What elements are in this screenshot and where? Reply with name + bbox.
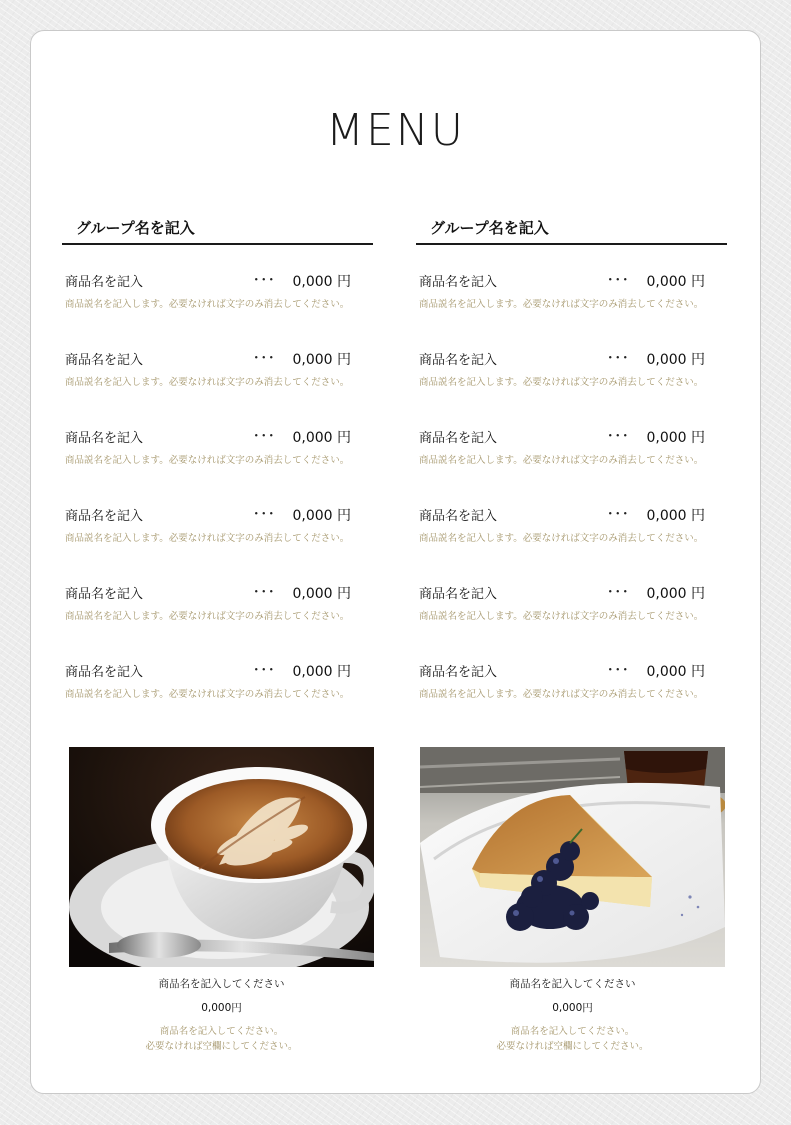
item-leader-dots: ･･･ <box>253 351 276 366</box>
item-name: 商品名を記入 <box>65 431 144 446</box>
item-leader-dots: ･･･ <box>607 429 630 444</box>
item-leader-dots: ･･･ <box>607 585 630 600</box>
item-leader-dots: ･･･ <box>607 663 630 678</box>
menu-item <box>62 269 373 347</box>
item-price: 0,000 円 <box>646 430 705 446</box>
featured-item-name: 商品名を記入してください <box>509 978 636 990</box>
item-name: 商品名を記入 <box>65 353 144 368</box>
item-price: 0,000 円 <box>646 274 705 290</box>
item-price: 0,000 円 <box>292 586 351 602</box>
item-name: 商品名を記入 <box>419 431 498 446</box>
description-line: 必要なければ空欄にしてください。 <box>496 1041 649 1052</box>
item-price: 0,000 円 <box>292 664 351 680</box>
page-title: MENU <box>326 105 465 156</box>
item-description: 商品説名を記入します。必要なければ文字のみ消去してください。 <box>419 299 704 310</box>
item-name: 商品名を記入 <box>419 587 498 602</box>
menu-group-left <box>62 211 373 737</box>
group-heading: グループ名を記入 <box>416 211 727 245</box>
featured-item-description <box>69 1024 374 1054</box>
item-leader-dots: ･･･ <box>253 429 276 444</box>
description-line: 商品名を記入してください。 <box>159 1026 284 1037</box>
item-leader-dots: ･･･ <box>253 507 276 522</box>
featured-item-price: 0,000円 <box>201 1002 242 1014</box>
menu-group-right <box>416 211 727 737</box>
cheesecake-photo <box>420 747 725 967</box>
item-leader-dots: ･･･ <box>607 507 630 522</box>
item-name: 商品名を記入 <box>419 353 498 368</box>
item-price: 0,000 円 <box>292 430 351 446</box>
item-description: 商品説名を記入します。必要なければ文字のみ消去してください。 <box>419 455 704 466</box>
item-price: 0,000 円 <box>292 352 351 368</box>
featured-item-right <box>420 747 725 1054</box>
item-price: 0,000 円 <box>646 664 705 680</box>
item-description: 商品説名を記入します。必要なければ文字のみ消去してください。 <box>65 377 350 388</box>
menu-item <box>62 581 373 659</box>
item-description: 商品説名を記入します。必要なければ文字のみ消去してください。 <box>65 299 350 310</box>
featured-item-left <box>69 747 374 1054</box>
menu-item <box>416 347 727 425</box>
item-description: 商品説名を記入します。必要なければ文字のみ消去してください。 <box>65 455 350 466</box>
menu-item <box>416 581 727 659</box>
item-leader-dots: ･･･ <box>253 585 276 600</box>
featured-item-description <box>420 1024 725 1054</box>
item-price: 0,000 円 <box>646 352 705 368</box>
description-line: 商品名を記入してください。 <box>510 1026 635 1037</box>
item-description: 商品説名を記入します。必要なければ文字のみ消去してください。 <box>65 611 350 622</box>
item-leader-dots: ･･･ <box>607 351 630 366</box>
menu-item <box>62 347 373 425</box>
item-price: 0,000 円 <box>292 274 351 290</box>
menu-item <box>416 425 727 503</box>
group-heading: グループ名を記入 <box>62 211 373 245</box>
item-name: 商品名を記入 <box>65 587 144 602</box>
item-name: 商品名を記入 <box>65 275 144 290</box>
item-leader-dots: ･･･ <box>607 273 630 288</box>
menu-item <box>416 503 727 581</box>
featured-item-price: 0,000円 <box>552 1002 593 1014</box>
item-name: 商品名を記入 <box>419 665 498 680</box>
item-leader-dots: ･･･ <box>253 273 276 288</box>
item-description: 商品説名を記入します。必要なければ文字のみ消去してください。 <box>419 377 704 388</box>
item-name: 商品名を記入 <box>419 509 498 524</box>
item-price: 0,000 円 <box>292 508 351 524</box>
latte-photo <box>69 747 374 967</box>
description-line: 必要なければ空欄にしてください。 <box>145 1041 298 1052</box>
menu-item <box>62 659 373 737</box>
item-description: 商品説名を記入します。必要なければ文字のみ消去してください。 <box>65 689 350 700</box>
menu-sheet <box>30 30 761 1094</box>
menu-item <box>62 425 373 503</box>
item-description: 商品説名を記入します。必要なければ文字のみ消去してください。 <box>419 611 704 622</box>
item-price: 0,000 円 <box>646 586 705 602</box>
menu-item <box>416 269 727 347</box>
item-description: 商品説名を記入します。必要なければ文字のみ消去してください。 <box>419 689 704 700</box>
item-name: 商品名を記入 <box>419 275 498 290</box>
item-description: 商品説名を記入します。必要なければ文字のみ消去してください。 <box>419 533 704 544</box>
item-price: 0,000 円 <box>646 508 705 524</box>
item-leader-dots: ･･･ <box>253 663 276 678</box>
item-description: 商品説名を記入します。必要なければ文字のみ消去してください。 <box>65 533 350 544</box>
menu-item <box>416 659 727 737</box>
item-name: 商品名を記入 <box>65 665 144 680</box>
featured-item-name: 商品名を記入してください <box>158 978 285 990</box>
menu-item <box>62 503 373 581</box>
item-name: 商品名を記入 <box>65 509 144 524</box>
